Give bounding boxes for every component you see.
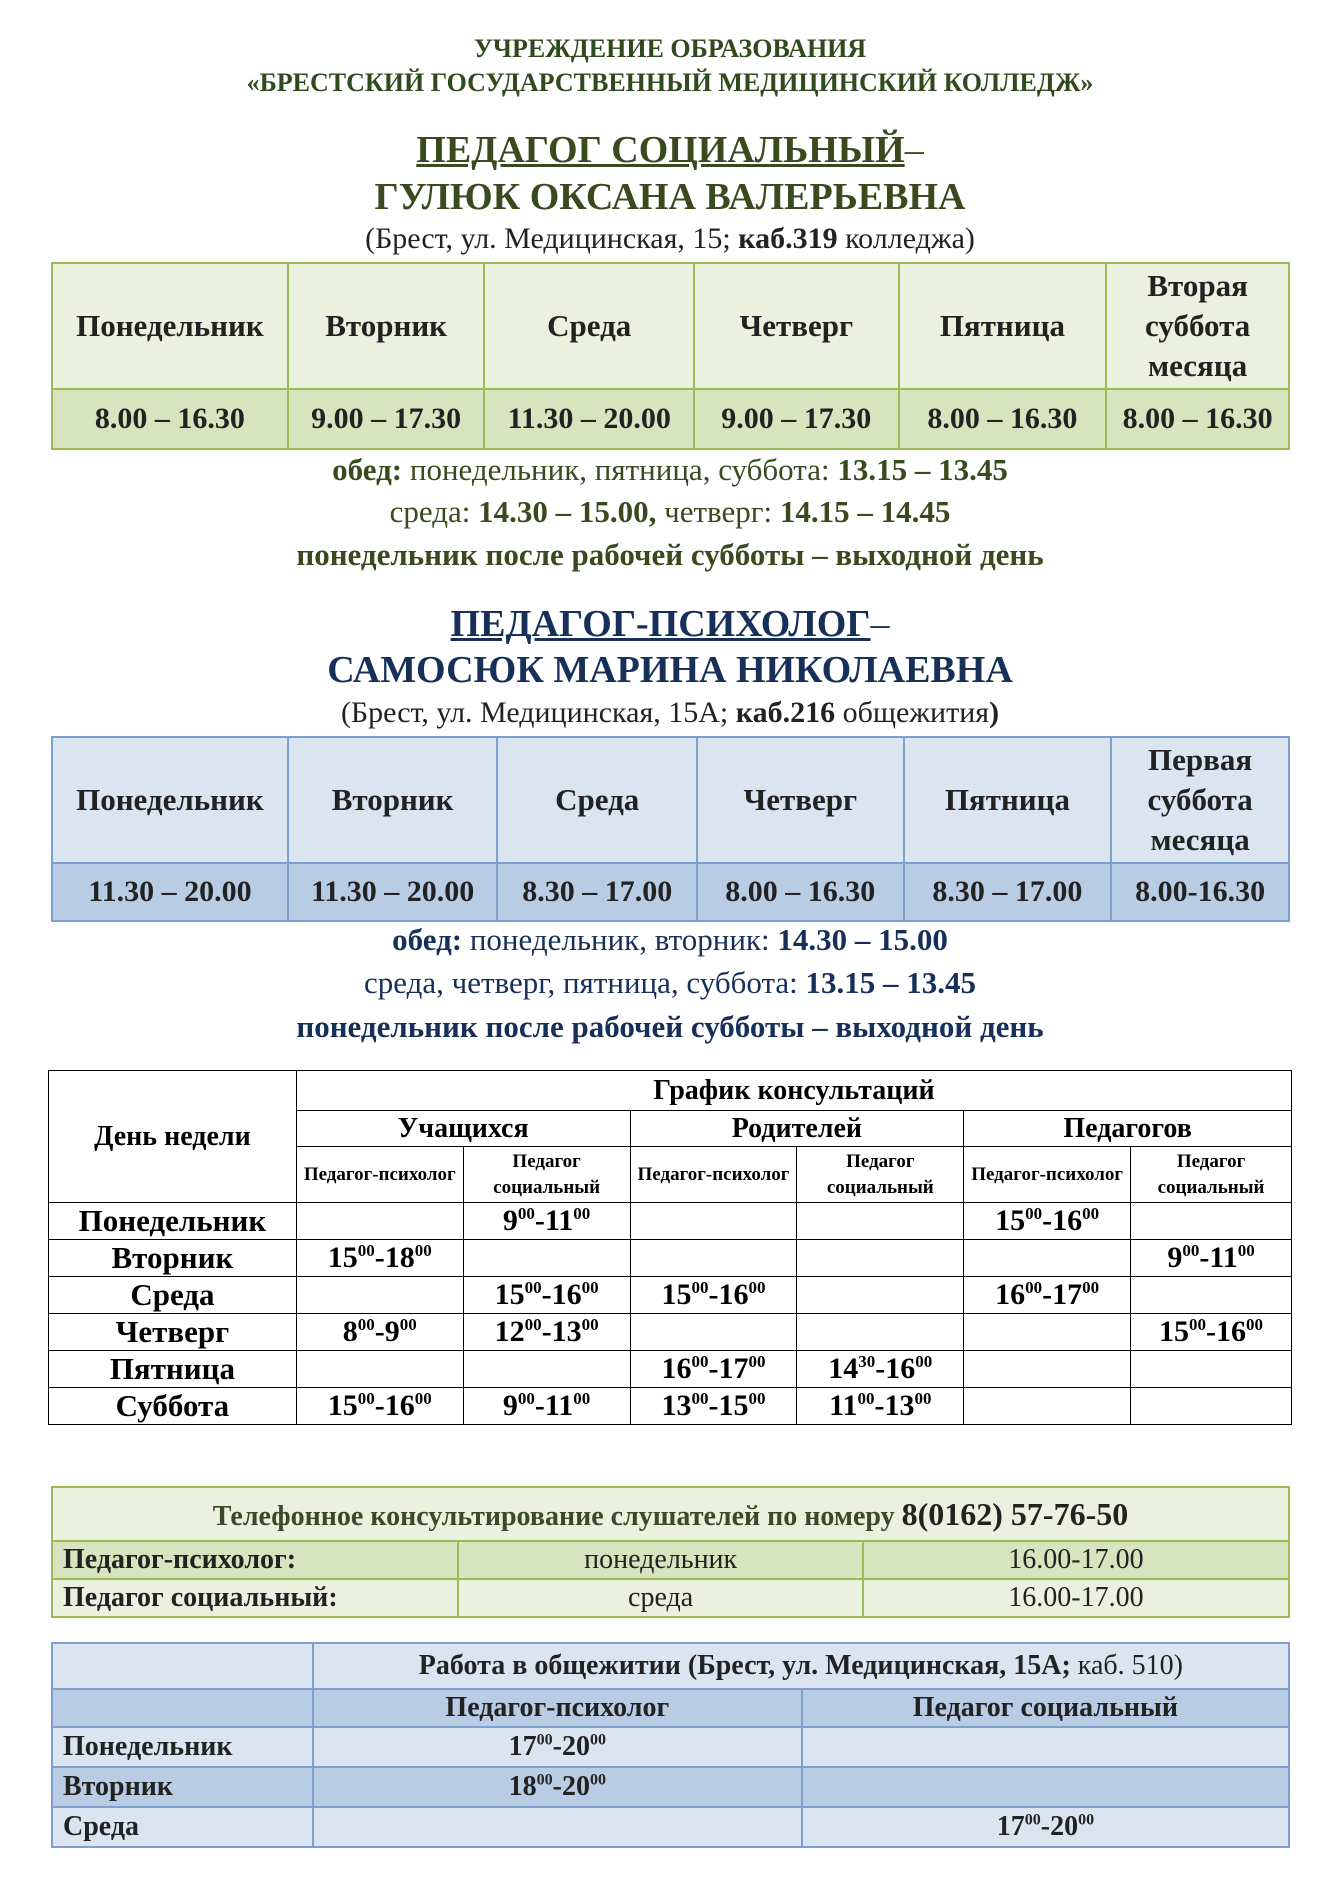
- time-minutes: 00: [748, 1278, 766, 1297]
- time-hour: 11: [1209, 1241, 1238, 1274]
- dorm-time-cell: [802, 1767, 1289, 1807]
- consultation-day: Суббота: [49, 1388, 297, 1425]
- social-day-header: Вторник: [288, 263, 485, 389]
- time-dash: -: [1042, 1204, 1053, 1237]
- time-hour: 13: [551, 1315, 582, 1348]
- time-dash: -: [552, 1771, 562, 1802]
- social-address-pre: (Брест, ул. Медицинская, 15;: [365, 222, 739, 255]
- social-day-header: Понедельник: [52, 263, 288, 389]
- time-minutes: 00: [1024, 1811, 1041, 1829]
- psych-days-row: [52, 737, 1289, 863]
- time-minutes: 00: [399, 1315, 417, 1334]
- phone-consulting-table: [51, 1486, 1290, 1618]
- consultation-time-cell: [964, 1203, 1131, 1240]
- lunch-days: понедельник, вторник:: [462, 922, 778, 957]
- time-hour: 20: [561, 1771, 590, 1802]
- social-time-cell: 9.00 – 17.30: [694, 389, 899, 449]
- consultation-day: Четверг: [49, 1314, 297, 1351]
- time-dash: -: [874, 1389, 885, 1422]
- time-hour: 16: [885, 1352, 916, 1385]
- consultation-time-cell: [296, 1277, 463, 1314]
- time-dash: -: [1040, 1811, 1051, 1842]
- institution-line-1: УЧРЕЖДЕНИЕ ОБРАЗОВАНИЯ: [473, 34, 867, 63]
- consultation-time-cell: [797, 1277, 964, 1314]
- psych-day-header: Среда: [497, 737, 697, 863]
- time-minutes: 00: [357, 1315, 375, 1334]
- sub-psych: Педагог-психолог: [296, 1147, 463, 1203]
- psych-time-cell: 8.30 – 17.00: [904, 863, 1112, 921]
- consultation-time-cell: [1131, 1277, 1292, 1314]
- psych-day-header: Четверг: [697, 737, 904, 863]
- time-minutes: 00: [573, 1204, 591, 1223]
- phone-title: [52, 1487, 1289, 1541]
- time-minutes: 00: [517, 1389, 535, 1408]
- consultation-time-cell: [296, 1388, 463, 1425]
- psych-dayoff-note: понедельник после рабочей субботы – выходной день: [296, 1009, 1044, 1044]
- dorm-day: Вторник: [52, 1767, 313, 1807]
- time-hour: 15: [661, 1278, 692, 1311]
- time-hour: 20: [561, 1731, 590, 1762]
- time-minutes: 00: [1078, 1811, 1095, 1829]
- time-dash: -: [374, 1389, 385, 1422]
- dorm-time-cell: [313, 1767, 802, 1807]
- consultation-time-cell: [964, 1240, 1131, 1277]
- consultation-time-cell: [964, 1277, 1131, 1314]
- consultation-day: Пятница: [49, 1351, 297, 1388]
- phone-role: Педагог социальный:: [52, 1579, 458, 1617]
- time-hour: 13: [884, 1389, 915, 1422]
- consultation-title: График консультаций: [296, 1071, 1291, 1111]
- dorm-body: [52, 1727, 1289, 1847]
- psych-time-cell: 11.30 – 20.00: [288, 863, 498, 921]
- time-dash: -: [534, 1204, 545, 1237]
- social-day-header: Среда: [484, 263, 693, 389]
- social-time-cell: 8.00 – 16.30: [52, 389, 288, 449]
- time-hour: 17: [996, 1811, 1025, 1842]
- time-dash: -: [708, 1389, 719, 1422]
- consultation-time-cell: [1131, 1351, 1292, 1388]
- consultation-time-cell: [630, 1388, 797, 1425]
- social-address-post: колледжа): [837, 222, 975, 255]
- lunch-time: 13.15 – 13.45: [805, 965, 977, 1000]
- dorm-col-social: Педагог социальный: [802, 1689, 1289, 1727]
- time-minutes: 00: [357, 1389, 375, 1408]
- consultation-row: [49, 1277, 1292, 1314]
- time-dash: -: [1199, 1241, 1210, 1274]
- consultation-day: Вторник: [49, 1240, 297, 1277]
- time-dash: -: [1206, 1315, 1217, 1348]
- time-hour: 13: [661, 1389, 692, 1422]
- time-minutes: 00: [573, 1389, 591, 1408]
- social-address-room: каб.319: [738, 222, 838, 255]
- consultation-time-cell: [964, 1314, 1131, 1351]
- psych-address: [0, 696, 1340, 730]
- psych-time-cell: 8.00-16.30: [1111, 863, 1289, 921]
- time-minutes: 00: [1082, 1204, 1100, 1223]
- psych-address-room: каб.216: [735, 696, 836, 729]
- time-hour: 9: [384, 1315, 400, 1348]
- phone-role: Педагог-психолог:: [52, 1541, 458, 1579]
- psych-name: САМОСЮК МАРИНА НИКОЛАЕВНА: [327, 649, 1013, 691]
- social-day-header: Четверг: [694, 263, 899, 389]
- consultation-time-cell: [797, 1240, 964, 1277]
- time-hour: 15: [995, 1204, 1026, 1237]
- time-hour: 18: [384, 1241, 415, 1274]
- consultation-time-cell: [630, 1203, 797, 1240]
- social-day-header: Вторая суббота месяца: [1106, 263, 1289, 389]
- time-hour: 14: [828, 1352, 859, 1385]
- time-minutes: 00: [414, 1241, 432, 1260]
- dormitory-table: [51, 1642, 1290, 1848]
- dorm-title-text: Работа в общежитии (Брест, ул. Медицинская, 15А;: [418, 1650, 1071, 1681]
- group-teachers: Педагогов: [964, 1111, 1292, 1147]
- time-minutes: 00: [1082, 1278, 1100, 1297]
- lunch-days: среда:: [389, 494, 479, 529]
- consultation-time-cell: [296, 1314, 463, 1351]
- time-minutes: 00: [1182, 1241, 1200, 1260]
- time-hour: 15: [1159, 1315, 1190, 1348]
- dorm-title: [313, 1643, 1289, 1689]
- time-minutes: 00: [589, 1731, 606, 1749]
- dorm-day: Среда: [52, 1807, 313, 1847]
- dorm-time-cell: [313, 1727, 802, 1767]
- consultation-time-cell: [463, 1351, 630, 1388]
- social-dayoff-note: понедельник после рабочей субботы – выходной день: [296, 537, 1044, 572]
- consultation-time-cell: [964, 1351, 1131, 1388]
- psych-lunch-2: [0, 965, 1340, 1001]
- social-time-cell: 9.00 – 17.30: [288, 389, 485, 449]
- time-minutes: 00: [1246, 1315, 1264, 1334]
- dorm-row: [52, 1727, 1289, 1767]
- consultation-time-cell: [797, 1351, 964, 1388]
- sub-social: Педагог социальный: [463, 1147, 630, 1203]
- time-hour: 16: [661, 1352, 692, 1385]
- time-minutes: 00: [517, 1204, 535, 1223]
- time-hour: 8: [342, 1315, 358, 1348]
- social-title: [0, 128, 1340, 172]
- time-minutes: 00: [581, 1315, 599, 1334]
- consultation-time-cell: [964, 1388, 1131, 1425]
- time-minutes: 00: [1237, 1241, 1255, 1260]
- psych-day-header: Понедельник: [52, 737, 288, 863]
- time-hour: 20: [1050, 1811, 1079, 1842]
- phone-day: среда: [458, 1579, 862, 1617]
- consultation-time-cell: [797, 1203, 964, 1240]
- psych-day-header: Пятница: [904, 737, 1112, 863]
- consultation-time-cell: [797, 1314, 964, 1351]
- time-hour: 9: [502, 1389, 518, 1422]
- consultation-day: Среда: [49, 1277, 297, 1314]
- phone-time: 16.00-17.00: [863, 1541, 1289, 1579]
- psych-schedule-table: [51, 736, 1290, 922]
- consultation-day: Понедельник: [49, 1203, 297, 1240]
- social-title-text: ПЕДАГОГ СОЦИАЛЬНЫЙ: [416, 129, 905, 171]
- social-times-row: [52, 389, 1289, 449]
- time-hour: 15: [327, 1241, 358, 1274]
- time-minutes: 00: [748, 1352, 766, 1371]
- consultation-time-cell: [296, 1203, 463, 1240]
- social-name: ГУЛЮК ОКСАНА ВАЛЕРЬЕВНА: [374, 176, 966, 218]
- time-minutes: 00: [1025, 1204, 1043, 1223]
- psych-title-text: ПЕДАГОГ-ПСИХОЛОГ: [450, 603, 871, 645]
- time-hour: 16: [995, 1278, 1026, 1311]
- consultation-time-cell: [463, 1203, 630, 1240]
- social-time-cell: 11.30 – 20.00: [484, 389, 693, 449]
- time-hour: 12: [494, 1315, 525, 1348]
- institution-line-2: «БРЕСТСКИЙ ГОСУДАРСТВЕННЫЙ МЕДИЦИНСКИЙ КОЛЛЕДЖ»: [246, 68, 1094, 97]
- time-minutes: 00: [581, 1278, 599, 1297]
- psych-day-header: Первая суббота месяца: [1111, 737, 1289, 863]
- time-minutes: 00: [536, 1771, 553, 1789]
- dorm-corner-2: [52, 1689, 313, 1727]
- time-minutes: 00: [915, 1352, 933, 1371]
- psych-times-row: [52, 863, 1289, 921]
- dorm-row: [52, 1767, 1289, 1807]
- time-minutes: 00: [524, 1315, 542, 1334]
- consultation-time-cell: [1131, 1203, 1292, 1240]
- time-minutes: 00: [857, 1389, 875, 1408]
- group-parents: Родителей: [630, 1111, 964, 1147]
- phone-day: понедельник: [458, 1541, 862, 1579]
- consultation-time-cell: [630, 1277, 797, 1314]
- dorm-corner: [52, 1643, 313, 1689]
- lunch-time: 14.15 – 14.45: [779, 494, 951, 529]
- time-minutes: 00: [1189, 1315, 1207, 1334]
- consultation-time-cell: [797, 1388, 964, 1425]
- consultation-time-cell: [296, 1351, 463, 1388]
- time-minutes: 00: [1025, 1278, 1043, 1297]
- psych-address-close: ): [989, 696, 1000, 729]
- time-hour: 17: [1052, 1278, 1083, 1311]
- phone-row: [52, 1579, 1289, 1617]
- dorm-time-cell: [313, 1807, 802, 1847]
- social-day-header: Пятница: [899, 263, 1107, 389]
- time-hour: 9: [1167, 1241, 1183, 1274]
- sub-social: Педагог социальный: [797, 1147, 964, 1203]
- time-hour: 17: [718, 1352, 749, 1385]
- consultation-time-cell: [1131, 1240, 1292, 1277]
- time-hour: 16: [1216, 1315, 1247, 1348]
- time-dash: -: [374, 1315, 385, 1348]
- consultation-row: [49, 1240, 1292, 1277]
- time-hour: 16: [1052, 1204, 1083, 1237]
- time-dash: -: [552, 1731, 562, 1762]
- social-address: [0, 222, 1340, 256]
- sub-psych: Педагог-психолог: [964, 1147, 1131, 1203]
- consultation-row: [49, 1388, 1292, 1425]
- psych-address-post: общежития: [835, 696, 990, 729]
- dorm-row: [52, 1807, 1289, 1847]
- time-hour: 18: [508, 1771, 537, 1802]
- consultation-time-cell: [1131, 1314, 1292, 1351]
- group-students: Учащихся: [296, 1111, 630, 1147]
- time-hour: 15: [718, 1389, 749, 1422]
- consultation-time-cell: [463, 1277, 630, 1314]
- time-dash: -: [708, 1352, 719, 1385]
- dorm-title-room: каб. 510): [1070, 1650, 1183, 1681]
- sub-social: Педагог социальный: [1131, 1147, 1292, 1203]
- consultation-row: [49, 1314, 1292, 1351]
- time-hour: 9: [502, 1204, 518, 1237]
- psych-title-dash: –: [870, 603, 890, 645]
- time-dash: -: [1042, 1278, 1053, 1311]
- psych-lunch-1: [0, 922, 1340, 958]
- time-hour: 15: [327, 1389, 358, 1422]
- time-minutes: 00: [691, 1352, 709, 1371]
- social-time-cell: 8.00 – 16.30: [1106, 389, 1289, 449]
- time-minutes: 00: [691, 1278, 709, 1297]
- consultation-time-cell: [463, 1388, 630, 1425]
- psych-time-cell: 8.00 – 16.30: [697, 863, 904, 921]
- consultation-body: [49, 1203, 1292, 1425]
- time-hour: 16: [718, 1278, 749, 1311]
- social-lunch-2: [0, 494, 1340, 530]
- time-hour: 15: [494, 1278, 525, 1311]
- lunch-days: среда, четверг, пятница, суббота:: [363, 965, 806, 1000]
- time-minutes: 00: [536, 1731, 553, 1749]
- consultation-time-cell: [1131, 1388, 1292, 1425]
- consultation-time-cell: [296, 1240, 463, 1277]
- psych-time-cell: 11.30 – 20.00: [52, 863, 288, 921]
- psych-address-pre: (Брест, ул. Медицинская, 15А;: [340, 696, 736, 729]
- lunch-time: 13.15 – 13.45: [837, 452, 1008, 487]
- psych-day-header: Вторник: [288, 737, 498, 863]
- sub-psych: Педагог-психолог: [630, 1147, 797, 1203]
- consultation-time-cell: [463, 1240, 630, 1277]
- phone-title-text: Телефонное консультирование слушателей по номеру: [212, 1500, 902, 1532]
- consultation-time-cell: [630, 1351, 797, 1388]
- psych-time-cell: 8.30 – 17.00: [497, 863, 697, 921]
- consultation-row: [49, 1203, 1292, 1240]
- time-minutes: 00: [414, 1389, 432, 1408]
- dorm-day: Понедельник: [52, 1727, 313, 1767]
- lunch-time: 14.30 – 15.00,: [478, 494, 657, 529]
- time-dash: -: [875, 1352, 886, 1385]
- social-days-row: [52, 263, 1289, 389]
- time-dash: -: [541, 1315, 552, 1348]
- time-minutes: 00: [748, 1389, 766, 1408]
- time-minutes: 00: [589, 1771, 606, 1789]
- time-dash: -: [374, 1241, 385, 1274]
- social-schedule-table: [51, 262, 1290, 450]
- time-hour: 17: [508, 1731, 537, 1762]
- lunch-days: понедельник, пятница, суббота:: [402, 452, 838, 487]
- lunch-time: 14.30 – 15.00: [777, 922, 948, 957]
- lunch-label: обед:: [332, 452, 403, 487]
- dorm-time-cell: [802, 1807, 1289, 1847]
- psych-title: [0, 602, 1340, 646]
- time-hour: 16: [551, 1278, 582, 1311]
- phone-row: [52, 1541, 1289, 1579]
- social-title-dash: –: [904, 129, 924, 171]
- dorm-time-cell: [802, 1727, 1289, 1767]
- time-minutes: 00: [691, 1389, 709, 1408]
- lunch-days: четверг:: [656, 494, 780, 529]
- consultation-time-cell: [630, 1240, 797, 1277]
- phone-time: 16.00-17.00: [863, 1579, 1289, 1617]
- time-dash: -: [708, 1278, 719, 1311]
- time-minutes: 00: [914, 1389, 932, 1408]
- day-of-week-header: День недели: [49, 1071, 297, 1203]
- consultation-row: [49, 1351, 1292, 1388]
- consultation-time-cell: [463, 1314, 630, 1351]
- lunch-label: обед:: [392, 922, 463, 957]
- time-dash: -: [534, 1389, 545, 1422]
- time-hour: 11: [544, 1389, 574, 1422]
- phone-number: 8(0162) 57-76-50: [901, 1495, 1129, 1532]
- consultation-time-cell: [630, 1314, 797, 1351]
- time-minutes: 30: [858, 1352, 876, 1371]
- consultation-table: [48, 1070, 1292, 1425]
- social-lunch-1: [0, 452, 1340, 488]
- social-time-cell: 8.00 – 16.30: [899, 389, 1107, 449]
- dorm-col-psych: Педагог-психолог: [313, 1689, 802, 1727]
- time-hour: 11: [544, 1204, 574, 1237]
- time-hour: 11: [829, 1389, 858, 1422]
- time-dash: -: [541, 1278, 552, 1311]
- time-hour: 16: [384, 1389, 415, 1422]
- time-minutes: 00: [357, 1241, 375, 1260]
- time-minutes: 00: [524, 1278, 542, 1297]
